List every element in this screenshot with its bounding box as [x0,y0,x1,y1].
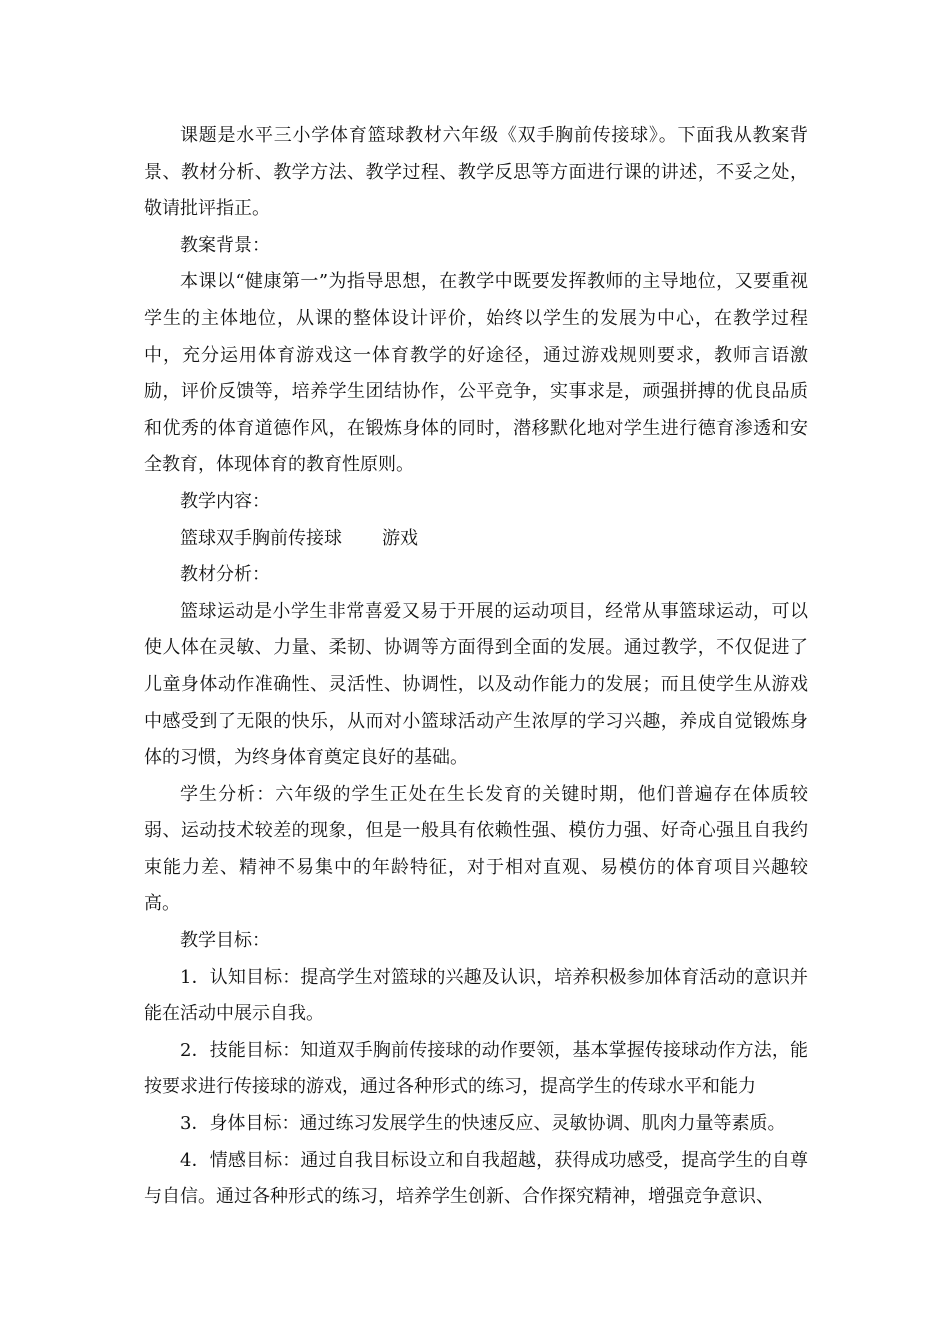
goal-skill: 2．技能目标：知道双手胸前传接球的动作要领，基本掌握传接球动作方法，能按要求进行传接球的游戏，通过各种形式的练习，提高学生的传球水平和能力 [144,1039,808,1098]
background-paragraph: 本课以“健康第一”为指导思想，在教学中既要发挥教师的主导地位，又要重视学生的主体地位，从课的整体设计评价，始终以学生的发展为中心，在教学过程中，充分运用体育游戏这一体育教学的好途径，通过游戏规则要求，教师言语激励，评价反馈等，培养学生团结协作，公平竞争，实事求是，顽强拼搏的优良品质和优秀的体育道德作风，在锻炼身体的同时，潜移默化地对学生进行德育渗透和安全教育，体现体育的教育性原则。 [144,271,808,476]
background-heading: 教案背景： [180,234,270,256]
content-items [144,521,808,558]
goal-emotional: 4．情感目标：通过自我目标设立和自我超越，获得成功感受，提高学生的自尊与自信。通过各种形式的练习，培养学生创新、合作探究精神，增强竞争意识、 [144,1149,808,1208]
content-item-basketball: 篮球双手胸前传接球 [180,527,342,549]
material-heading: 教材分析： [180,564,270,586]
goal-cognitive: 1．认知目标：提高学生对篮球的兴趣及认识，培养积极参加体育活动的意识并能在活动中展示自我。 [144,966,808,1025]
content-heading: 教学内容： [180,490,270,512]
material-paragraph: 篮球运动是小学生非常喜爱又易于开展的运动项目，经常从事篮球运动，可以使人体在灵敏、力量、柔韧、协调等方面得到全面的发展。通过教学，不仅促进了儿童身体动作准确性、灵活性、协调性，以及动作能力的发展；而且使学生从游戏中感受到了无限的快乐，从而对小篮球活动产生浓厚的学习兴趣，养成自觉锻炼身体的习惯，为终身体育奠定良好的基础。 [144,600,808,769]
document-body [144,118,808,1216]
goals-heading: 教学目标： [180,930,270,952]
content-item-game: 游戏 [382,527,418,549]
student-analysis-paragraph: 学生分析：六年级的学生正处在生长发育的关键时期，他们普遍存在体质较弱、运动技术较差的现象，但是一般具有依赖性强、模仿力强、好奇心强且自我约束能力差、精神不易集中的年龄特征，对于相对直观、易模仿的体育项目兴趣较高。 [144,783,808,915]
goal-physical: 3．身体目标：通过练习发展学生的快速反应、灵敏协调、肌肉力量等素质。 [180,1113,786,1135]
intro-paragraph: 课题是水平三小学体育篮球教材六年级《双手胸前传接球》。下面我从教案背景、教材分析、教学方法、教学过程、教学反思等方面进行课的讲述，不妥之处，敬请批评指正。 [144,125,808,220]
